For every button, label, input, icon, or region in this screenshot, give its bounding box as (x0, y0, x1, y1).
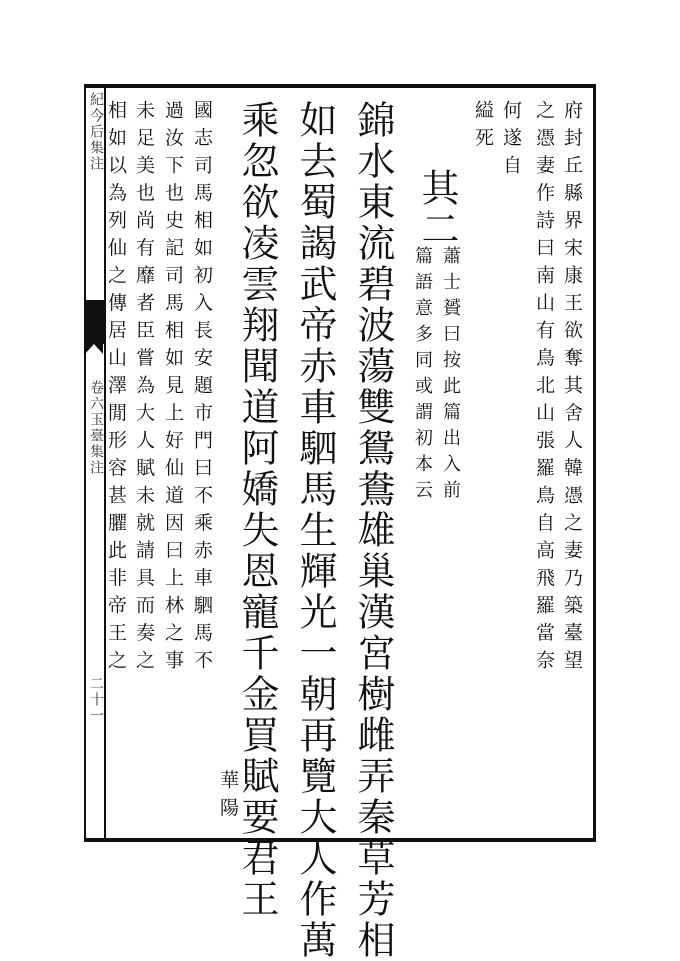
annotation-column-4: 相如以為列仙之傳居山澤閒形容甚臞此非帝王之 (105, 100, 127, 678)
poem-line-3: 乘忽欲凌雲翔聞道阿嬌失恩寵千金買賦要君王 (235, 100, 279, 920)
note-inline-start: 華陽 (217, 770, 239, 825)
commentary-line-2: 篇語意多同或謂初本云 (412, 246, 433, 506)
text-column-4: 縊死 (472, 100, 494, 155)
annotation-column-3: 未足美也尚有靡者臣嘗為大人賦未就請具而奏之 (133, 100, 155, 678)
frame-bottom-rule (84, 838, 596, 842)
poem-line-1: 錦水東流碧波蕩雙鴛鴦雄巢漢宮樹雌弄秦草芳相 (351, 100, 395, 961)
text-column-1: 府封丘縣界宋康王欲奪其舍人韓憑之妻乃築臺望 (561, 100, 583, 678)
commentary-line-1: 蕭士贇曰按此篇出入前 (440, 246, 461, 506)
annotation-column-1: 國志司馬相如初入長安題市門曰不乘赤車駟馬不 (191, 100, 213, 678)
poem-line-2: 如去蜀謁武帝赤車駟馬生輝光一朝再覽大人作萬 (293, 100, 337, 961)
text-column-3: 何遂自 (500, 100, 522, 183)
frame-top-rule (84, 84, 596, 88)
text-column-2: 之憑妻作詩曰南山有鳥北山張羅鳥自高飛羅當奈 (533, 100, 555, 678)
fishtail-marker-icon (85, 300, 104, 344)
poem-heading: 其二 (415, 168, 459, 250)
margin-title-text: 卷六玉臺集注 (88, 380, 104, 476)
frame-right-rule (593, 84, 596, 842)
margin-page-number: 二十一 (88, 676, 104, 724)
annotation-column-2: 過汝下也史記司馬相如見上好仙道因曰上林之事 (162, 100, 184, 678)
margin-top-text: 紀今后集注 (88, 92, 104, 172)
